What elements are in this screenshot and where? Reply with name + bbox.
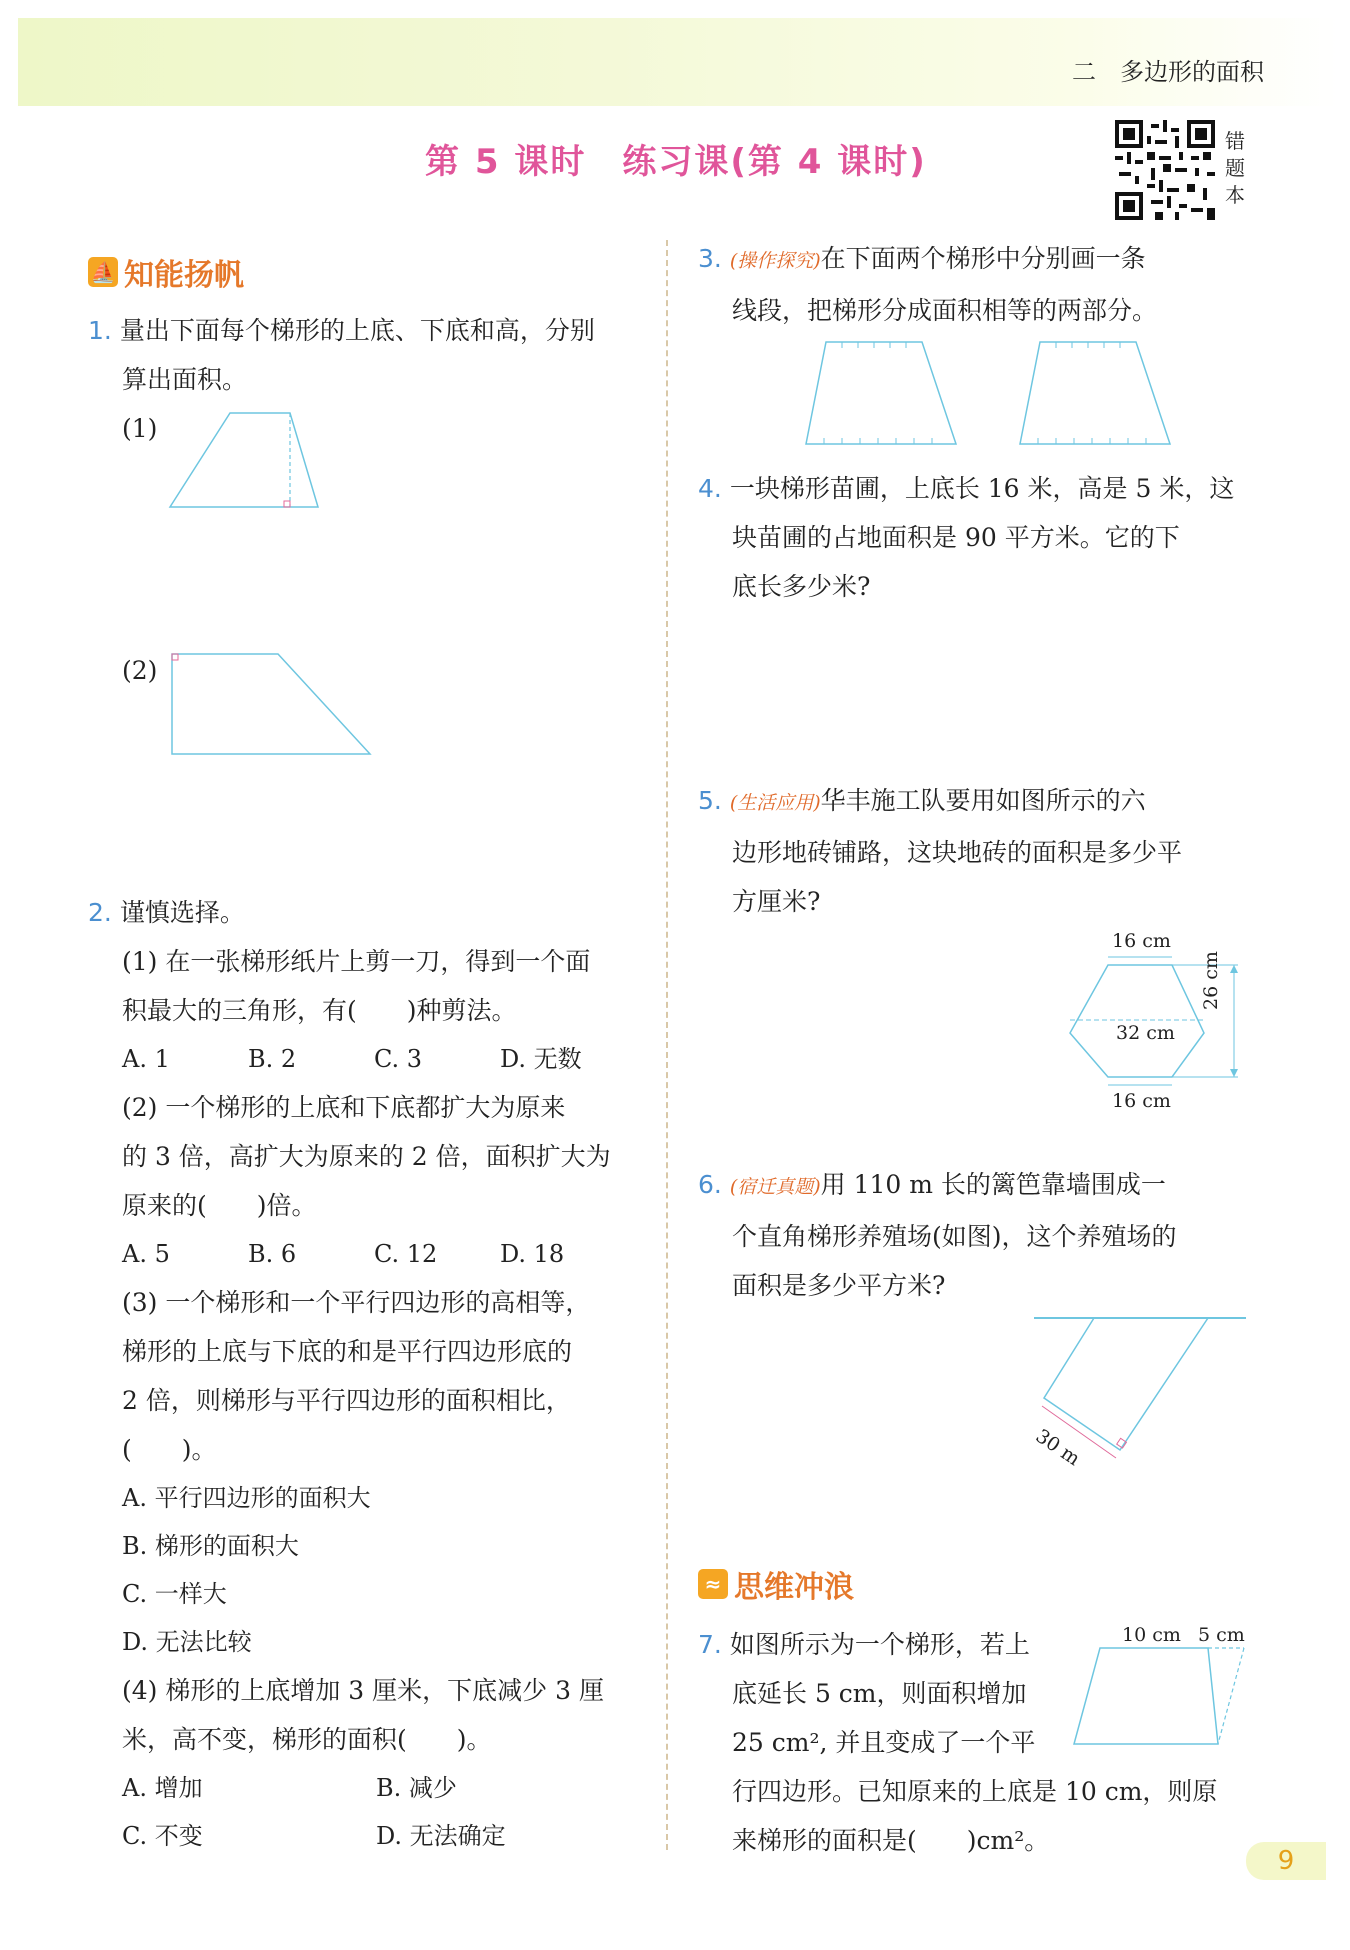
- errbook-char-2: 题: [1225, 156, 1245, 180]
- q6-line2: 个直角梯形养殖场(如图)，这个养殖场的: [732, 1222, 1177, 1251]
- q2-p1-line2: 积最大的三角形，有( )种剪法。: [122, 996, 517, 1025]
- q5-line1: 华丰施工队要用如图所示的六: [820, 786, 1146, 815]
- q4-number: 4.: [698, 474, 722, 503]
- q2-p4-option-c[interactable]: C. 不变: [122, 1822, 203, 1850]
- q2-p4-options-row2: [122, 1812, 648, 1860]
- q2-p3-line1: (3) 一个梯形和一个平行四边形的高相等，: [122, 1288, 591, 1317]
- trapezoid-figure-1: [168, 410, 328, 510]
- q4-line3: 底长多少米?: [732, 572, 871, 601]
- q4-text: [698, 464, 1258, 611]
- q2-number: 2.: [88, 898, 112, 927]
- q2-p1-option-a[interactable]: A. 1: [122, 1045, 170, 1073]
- q2-p2-options: [122, 1230, 648, 1278]
- q2-p4-options-row1: [122, 1764, 648, 1812]
- section-heading-2: [698, 1562, 854, 1606]
- q5-line2: 边形地砖铺路，这块地砖的面积是多少平: [732, 838, 1183, 867]
- q2-p4-option-d[interactable]: D. 无法确定: [376, 1822, 506, 1850]
- q2-p3-option-d[interactable]: D. 无法比较: [122, 1628, 252, 1656]
- page-number: 9: [1246, 1842, 1326, 1880]
- qr-code-icon[interactable]: [1115, 120, 1215, 220]
- q7-line3: 25 cm², 并且变成了一个平: [732, 1728, 1036, 1757]
- q3-line2: 线段，把梯形分成面积相等的两部分。: [732, 296, 1158, 325]
- q3-trapezoids: [800, 338, 1180, 448]
- q1-sub2: (2): [122, 656, 158, 685]
- q2-p2-line2: 的 3 倍，高扩大为原来的 2 倍，面积扩大为: [122, 1142, 611, 1171]
- q2-p4-option-b[interactable]: B. 减少: [376, 1774, 457, 1802]
- errbook-char-1: 错: [1225, 129, 1245, 153]
- q7-line4: 行四边形。已知原来的上底是 10 cm，则原: [732, 1777, 1218, 1806]
- q3-trapezoid-right: [1020, 342, 1170, 444]
- q2-p2-option-d[interactable]: D. 18: [500, 1240, 565, 1268]
- q6-text: [698, 1160, 1258, 1310]
- q2-p3-line3: 2 倍，则梯形与平行四边形的面积相比，: [122, 1386, 571, 1415]
- q4-line2: 块苗圃的占地面积是 90 平方米。它的下: [732, 523, 1180, 552]
- q2-p2-line1: (2) 一个梯形的上底和下底都扩大为原来: [122, 1093, 566, 1122]
- section-heading-2-label: 思维冲浪: [734, 1570, 854, 1605]
- q1-sub1: (1): [122, 414, 158, 443]
- q3-text: [698, 234, 1258, 335]
- q7-line1: 如图所示为一个梯形，若上: [729, 1630, 1030, 1659]
- q2-p1-option-c[interactable]: C. 3: [374, 1045, 423, 1073]
- q2-p1-option-d[interactable]: D. 无数: [500, 1045, 582, 1073]
- q1-line2: 算出面积。: [122, 365, 248, 394]
- hexagon-label-height: 26 cm: [1200, 951, 1222, 1010]
- q2-p3-option-b[interactable]: B. 梯形的面积大: [122, 1532, 299, 1560]
- q6-number: 6.: [698, 1170, 722, 1199]
- q1-text: [88, 306, 648, 404]
- q3-trapezoid-left: [806, 342, 956, 444]
- q2-p3-option-a[interactable]: A. 平行四边形的面积大: [122, 1484, 371, 1512]
- errbook-label: [1222, 128, 1248, 209]
- q2-p4-option-a[interactable]: A. 增加: [122, 1774, 203, 1802]
- q4-line1: 一块梯形苗圃，上底长 16 米，高是 5 米，这: [729, 474, 1235, 503]
- q7-number: 7.: [698, 1630, 722, 1659]
- hexagon-label-bottom: 16 cm: [1112, 1090, 1171, 1112]
- wave-icon: ≈: [698, 1569, 728, 1599]
- q3-line1: 在下面两个梯形中分别画一条: [820, 244, 1146, 273]
- q3-tag: (操作探究): [729, 250, 821, 272]
- q2-p1-option-b[interactable]: B. 2: [248, 1045, 297, 1073]
- column-divider: [666, 240, 668, 1850]
- errbook-char-3: 本: [1225, 183, 1245, 207]
- q2-p4-line2: 米，高不变，梯形的面积( )。: [122, 1725, 492, 1754]
- q5-text: [698, 776, 1258, 926]
- q3-number: 3.: [698, 244, 722, 273]
- q6-tag: (宿迁真题): [729, 1176, 821, 1198]
- trapezoid-figure-2: [168, 650, 378, 760]
- section-heading-1: [88, 250, 244, 294]
- q7-label-extension: 5 cm: [1198, 1624, 1245, 1646]
- q1-line1: 量出下面每个梯形的上底、下底和高，分别: [119, 316, 595, 345]
- lesson-title: 第 5 课时 练习课(第 4 课时): [425, 142, 927, 182]
- q1-number: 1.: [88, 316, 112, 345]
- q7-trapezoid-figure: [1068, 1640, 1248, 1750]
- sail-icon: ⛵: [88, 257, 118, 287]
- q2-block: [88, 888, 648, 1860]
- q2-p1-options: [122, 1035, 648, 1083]
- q2-p2-line3: 原来的( )倍。: [122, 1191, 317, 1220]
- q7-line2: 底延长 5 cm，则面积增加: [732, 1679, 1027, 1708]
- q2-p3-option-c[interactable]: C. 一样大: [122, 1580, 227, 1608]
- hexagon-label-top: 16 cm: [1112, 930, 1171, 952]
- q6-line1: 用 110 m 长的篱笆靠墙围成一: [820, 1170, 1166, 1199]
- enclosure-label: 30 m: [1031, 1425, 1084, 1471]
- q2-p2-option-a[interactable]: A. 5: [122, 1240, 170, 1268]
- q2-p2-option-c[interactable]: C. 12: [374, 1240, 438, 1268]
- q2-title: 谨慎选择。: [119, 898, 245, 927]
- q2-p3-line2: 梯形的上底与下底的和是平行四边形底的: [122, 1337, 573, 1366]
- chapter-title: 二 多边形的面积: [1072, 58, 1264, 86]
- q7-label-upper-base: 10 cm: [1122, 1624, 1181, 1646]
- section-heading-1-label: 知能扬帆: [124, 258, 244, 293]
- q5-line3: 方厘米?: [732, 887, 821, 916]
- q5-number: 5.: [698, 786, 722, 815]
- q2-p1-line1: (1) 在一张梯形纸片上剪一刀，得到一个面: [122, 947, 591, 976]
- hexagon-label-middle: 32 cm: [1116, 1022, 1175, 1044]
- q2-p3-line4: ( )。: [122, 1435, 217, 1464]
- q2-p4-line1: (4) 梯形的上底增加 3 厘米，下底减少 3 厘: [122, 1676, 604, 1705]
- q6-line3: 面积是多少平方米?: [732, 1271, 946, 1300]
- q5-tag: (生活应用): [729, 792, 821, 814]
- q2-p2-option-b[interactable]: B. 6: [248, 1240, 297, 1268]
- q7-line5: 来梯形的面积是( )cm²。: [732, 1826, 1050, 1855]
